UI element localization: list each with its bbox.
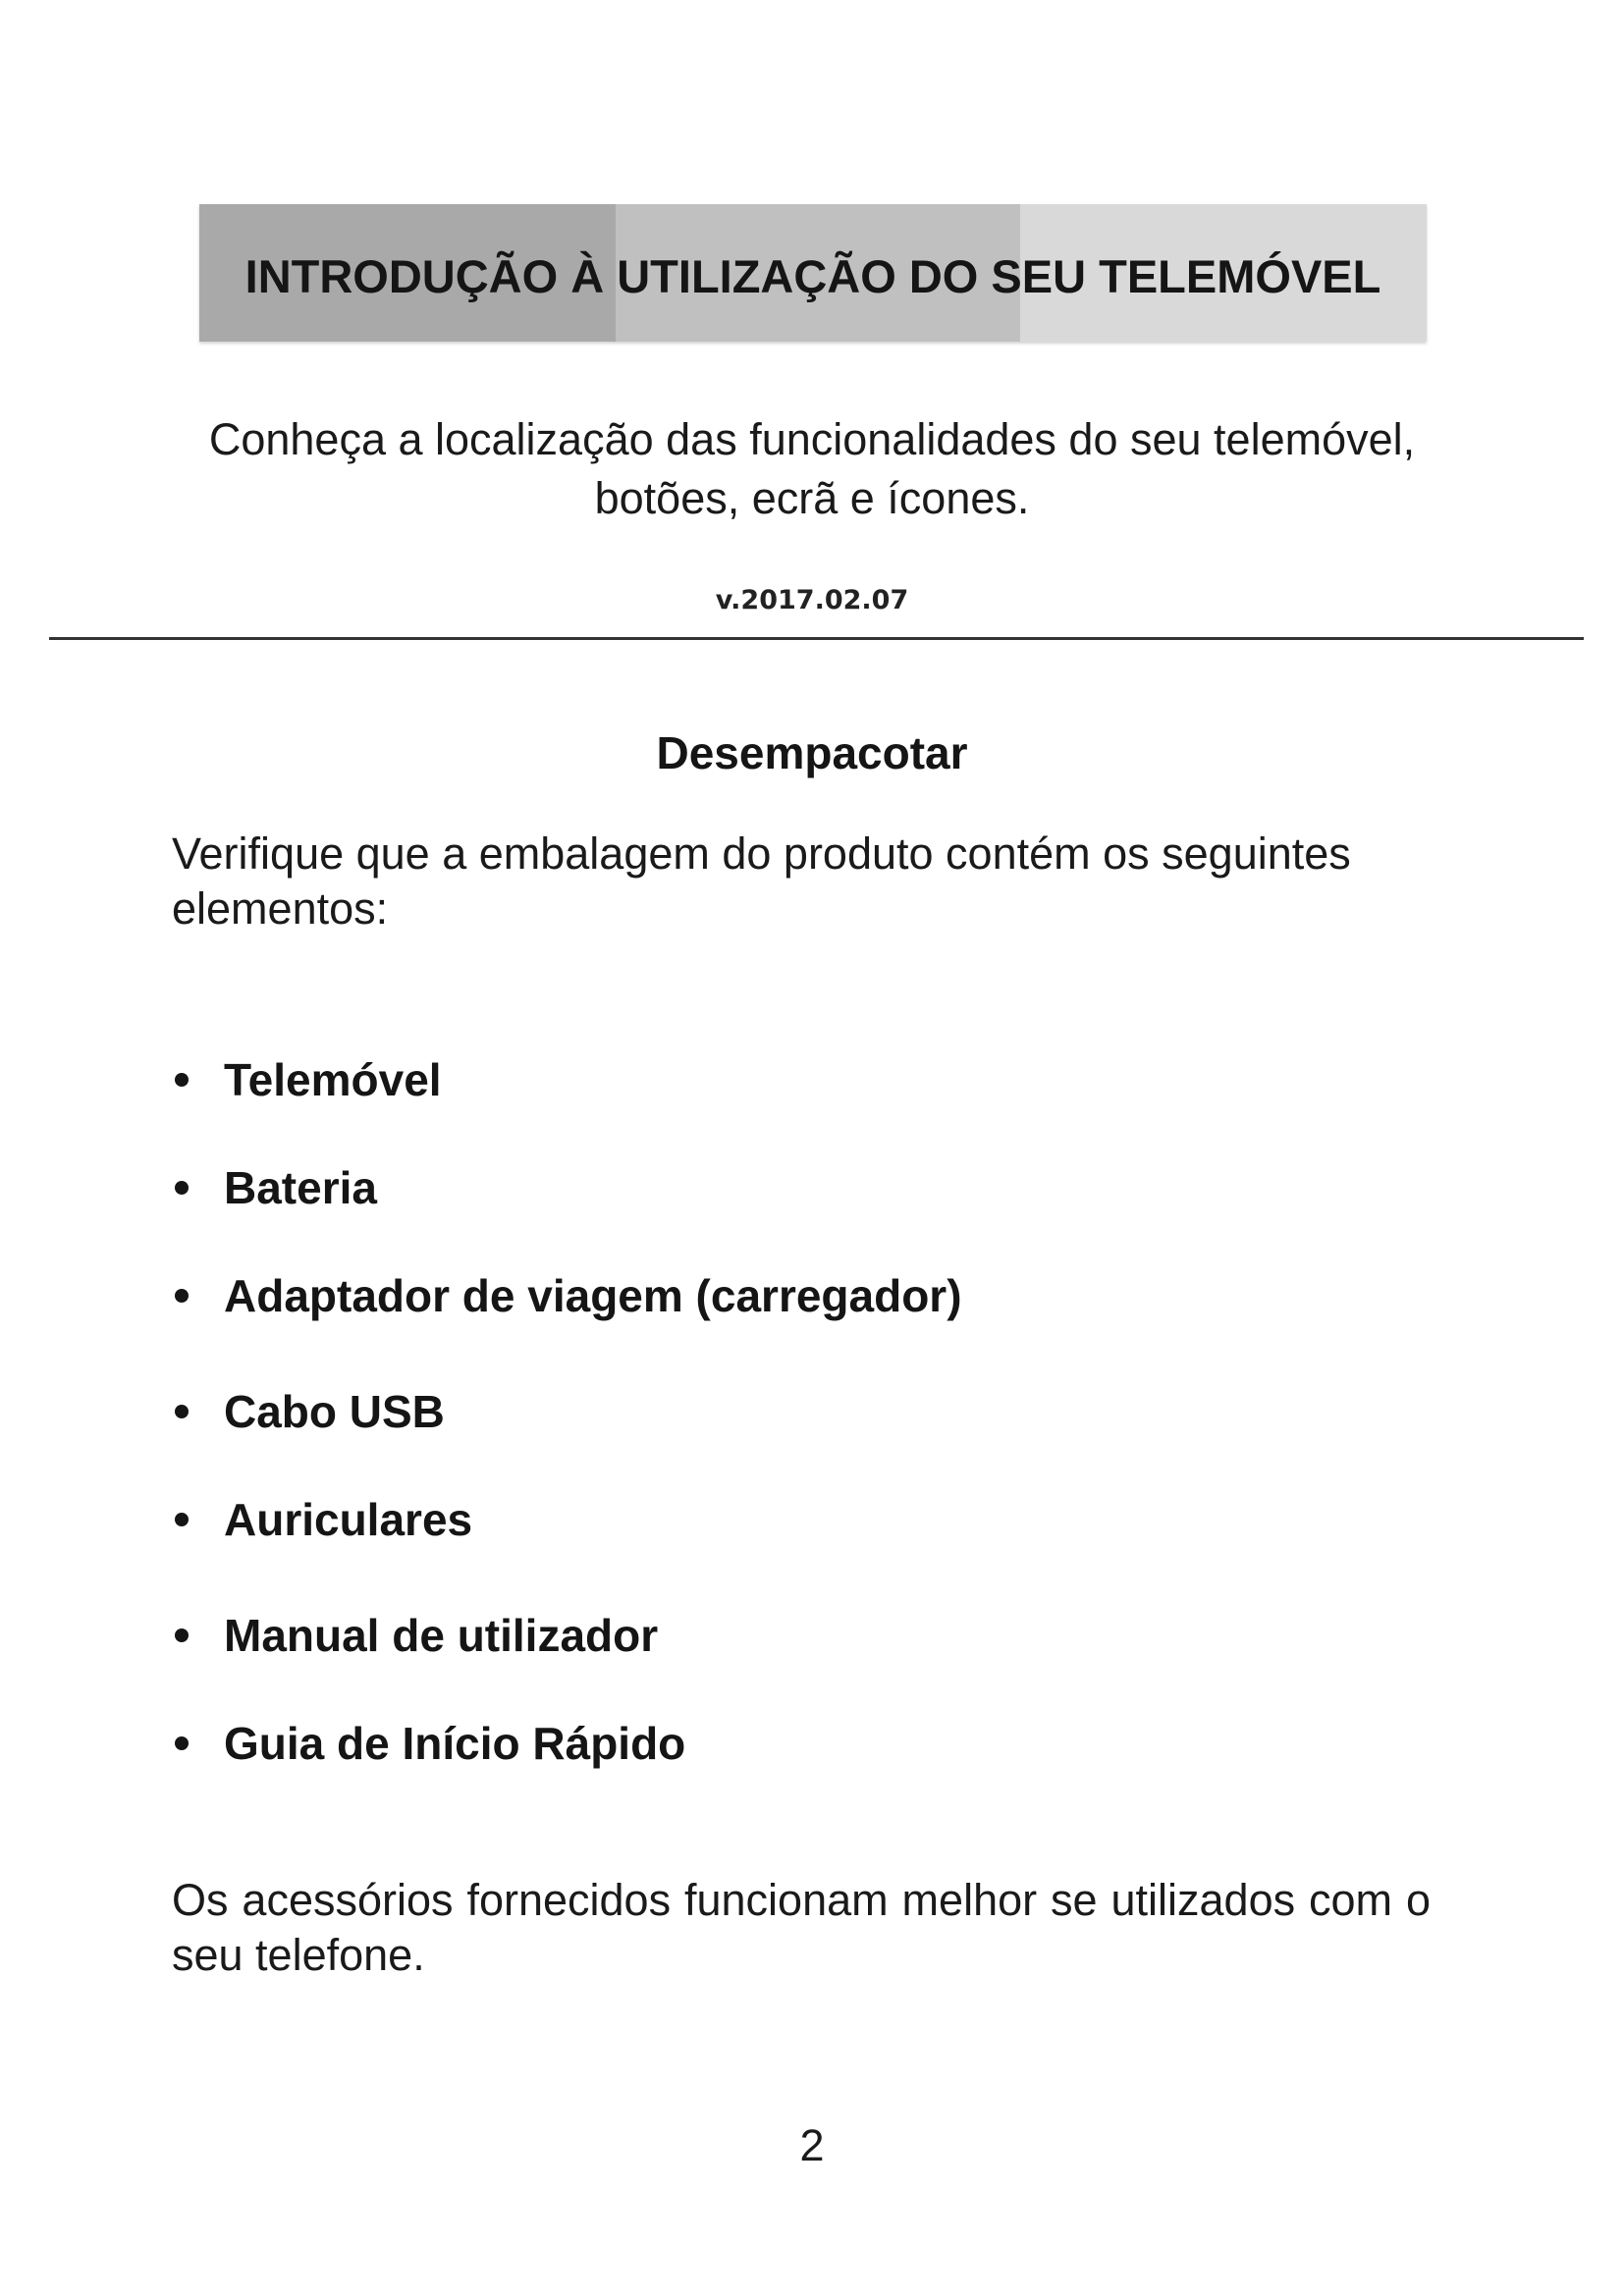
section-title: Desempacotar xyxy=(656,727,968,778)
list-item-label: Adaptador de viagem (carregador) xyxy=(224,1270,962,1321)
bullet-icon xyxy=(175,1629,189,1642)
version-label: v.2017.02.07 xyxy=(715,585,909,615)
bullet-icon xyxy=(175,1181,189,1195)
page-number: 2 xyxy=(799,2120,825,2170)
list-item xyxy=(169,1490,472,1549)
list-item-label: Bateria xyxy=(224,1162,377,1213)
list-item xyxy=(169,1382,445,1441)
page-title: INTRODUÇÃO À UTILIZAÇÃO DO SEU TELEMÓVEL xyxy=(244,249,1381,302)
list-item-label: Manual de utilizador xyxy=(224,1610,659,1661)
bullet-icon xyxy=(175,1073,189,1087)
bullet-icon xyxy=(175,1513,189,1526)
title-banner xyxy=(199,204,1427,342)
list-item xyxy=(169,1606,658,1665)
list-item-label: Guia de Início Rápido xyxy=(224,1718,686,1769)
divider-line xyxy=(49,637,1584,640)
list-item xyxy=(169,1158,377,1217)
list-item-label: Telemóvel xyxy=(224,1054,442,1105)
list-item-label: Cabo USB xyxy=(224,1386,445,1437)
section-intro: Verifique que a embalagem do produto contém os seguintes elementos: xyxy=(172,828,1351,934)
list-item xyxy=(169,1714,685,1773)
subtitle: Conheça a localização das funcionalidades do seu telemóvel, botões, ecrã e ícones. xyxy=(208,414,1416,523)
list-item-label: Auriculares xyxy=(224,1494,473,1545)
bullet-icon xyxy=(175,1405,189,1418)
list-item xyxy=(169,1050,442,1109)
list-item xyxy=(169,1266,962,1325)
bullet-icon xyxy=(175,1736,189,1750)
bullet-icon xyxy=(175,1289,189,1303)
closing-paragraph: Os acessórios fornecidos funcionam melhor se utilizados com o seu telefone. xyxy=(172,1875,1431,1980)
